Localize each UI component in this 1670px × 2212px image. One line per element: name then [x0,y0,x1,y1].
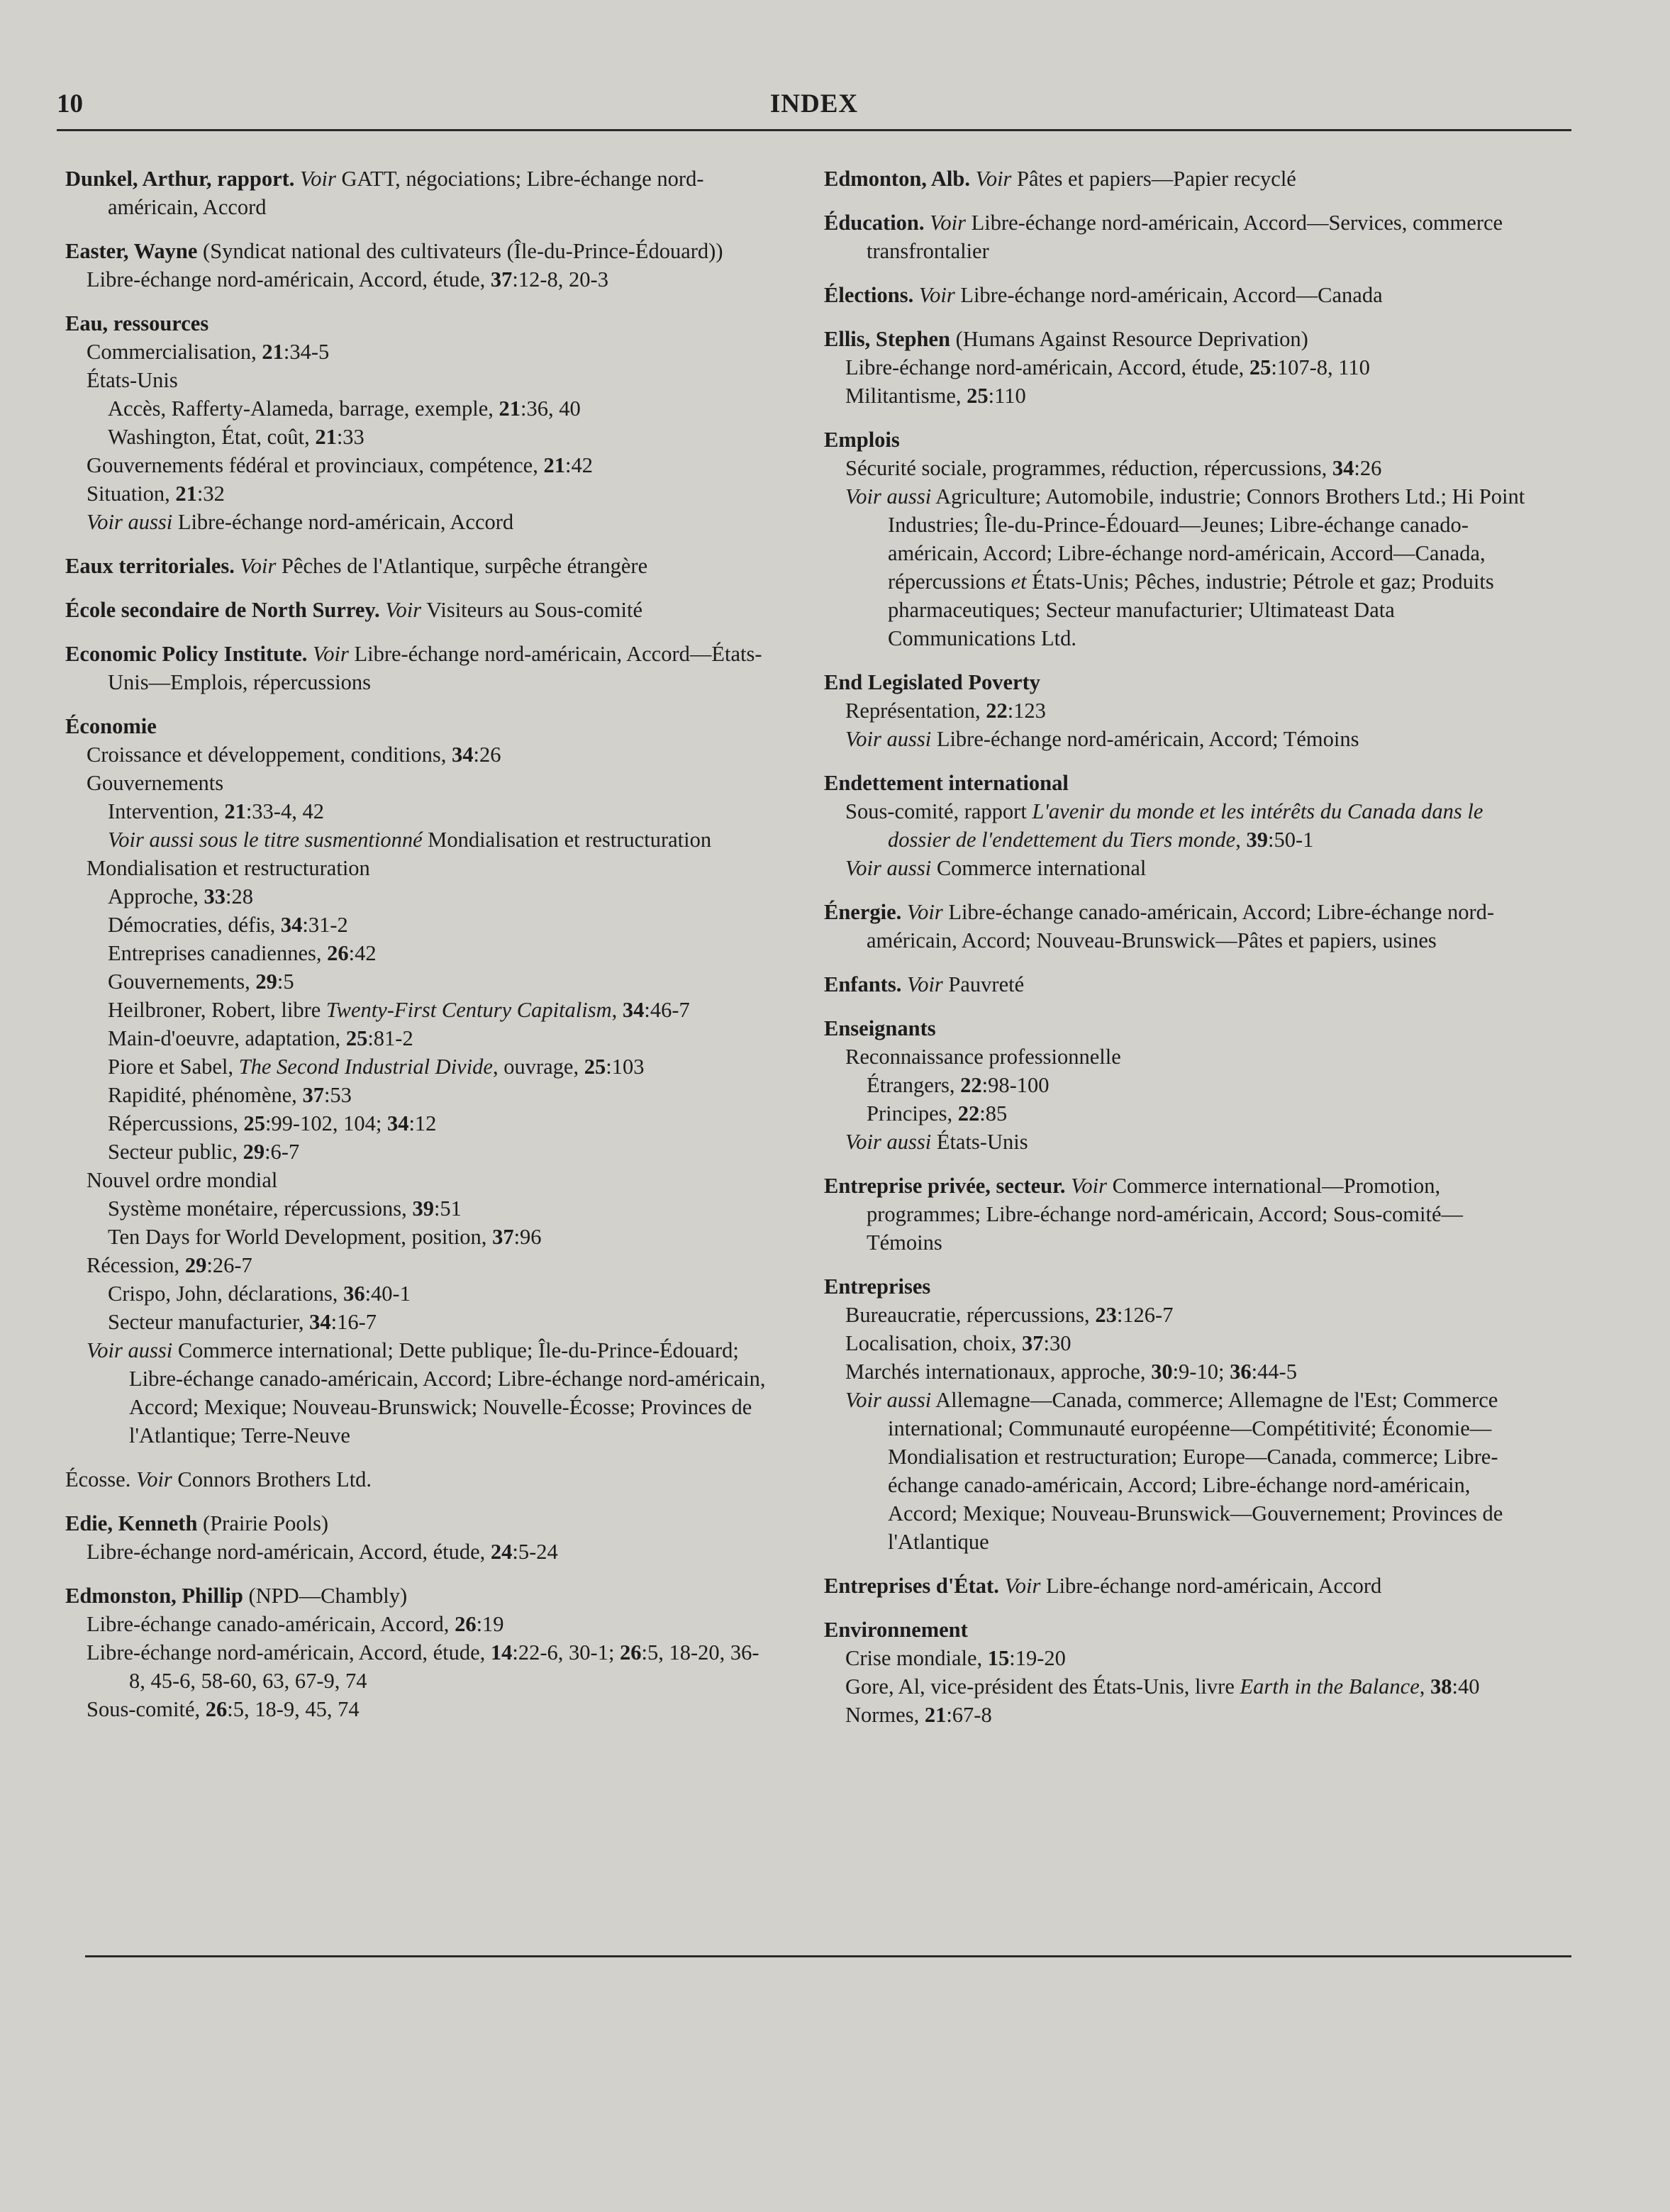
entry-heading: Écosse. [65,1467,131,1491]
entry-subline: Voir aussi Commerce international; Dette publique; Île-du-Prince-Édouard; Libre-échange canado-américain, Accord; Libre-échange nord-américain, Accord; Mexique; Nouveau-Brunswick; Nouvelle-Écosse; Provinces de l'Atlantique; Terre-Neuve [87,1338,766,1447]
entry-subline: Crise mondiale, 15:19-20 [845,1646,1066,1670]
entry-subline: Crispo, John, déclarations, 36:40-1 [108,1282,411,1306]
entry-subline: Démocraties, défis, 34:31-2 [108,913,348,937]
entry-subline: Normes, 21:67-8 [845,1703,992,1727]
see-reference-label: Voir [300,167,336,191]
entry-heading-line [824,1572,1533,1600]
index-entry [65,596,774,624]
entry-subline: Reconnaissance professionnelle [845,1045,1121,1069]
entry-subline: Situation, 21:32 [87,482,225,506]
entry-heading-line [824,426,1533,454]
entry-subline: Libre-échange nord-américain, Accord, étude, 14:22-6, 30-1; 26:5, 18-20, 36-8, 45-6, 58-60, 63, 67-9, 74 [87,1640,759,1693]
entry-heading-line [65,712,774,740]
index-entry [65,309,774,536]
see-reference: GATT, négociations; Libre-échange nord-américain, Accord [108,167,704,219]
entry-heading: École secondaire de North Surrey. [65,598,380,622]
entry-heading-line [824,898,1533,955]
entry-heading-line [824,1014,1533,1043]
entry-subline: Sécurité sociale, programmes, réduction, répercussions, 34:26 [845,456,1382,480]
see-reference: Pêches de l'Atlantique, surpêche étrangère [276,554,648,578]
entry-subline: Étrangers, 22:98-100 [867,1073,1050,1097]
entry-heading-line [824,1616,1533,1644]
entry-heading: End Legislated Poverty [824,670,1040,694]
index-entry [824,1572,1533,1600]
entry-subline: Piore et Sabel, The Second Industrial Divide, ouvrage, 25:103 [108,1055,645,1079]
see-reference-label: Voir [135,1467,172,1491]
entry-subline: Croissance et développement, conditions, 34:26 [87,743,501,767]
entry-subline: Voir aussi Allemagne—Canada, commerce; Allemagne de l'Est; Commerce international; Communauté européenne—Compétitivité; Économie—Mondialisation et restructuration; Europe—Canada, commerce; Libre-échange canado-américain, Accord; Libre-échange nord-américain, Accord; Mexique; Nouveau-Brunswick—Gouvernement; Provinces de l'Atlantique [845,1388,1503,1554]
page-title: INDEX [769,89,859,118]
entry-heading-line [824,325,1533,353]
entry-subline: Libre-échange canado-américain, Accord, 26:19 [87,1612,504,1636]
entry-heading-line [824,970,1533,999]
entry-heading: Eau, ressources [65,311,209,335]
entry-subline: Libre-échange nord-américain, Accord, étude, 37:12-8, 20-3 [87,267,608,291]
index-entry [824,668,1533,753]
entry-heading: Economic Policy Institute. [65,642,308,666]
entry-heading-line [65,309,774,338]
entry-subline: Commercialisation, 21:34-5 [87,340,330,364]
entry-heading-line [824,1172,1533,1257]
see-reference-label: Voir [1004,1574,1041,1598]
see-reference-label: Voir [906,900,943,924]
entry-subline: Accès, Rafferty-Alameda, barrage, exemple, 21:36, 40 [108,396,581,421]
entry-heading-line [824,668,1533,696]
entry-subline: Secteur public, 29:6-7 [108,1140,300,1164]
entry-heading: Enseignants [824,1016,936,1040]
see-reference: Commerce international—Promotion, programmes; Libre-échange nord-américain, Accord; Sous-comité—Témoins [867,1174,1463,1255]
entry-subline: Approche, 33:28 [108,884,253,908]
see-reference: Libre-échange canado-américain, Accord; Libre-échange nord-américain, Accord; Nouveau-Brunswick—Pâtes et papiers, usines [867,900,1495,952]
page-number: 10 [57,89,83,118]
entry-subline: Voir aussi Libre-échange nord-américain, Accord; Témoins [845,727,1359,751]
index-entry [824,1172,1533,1257]
entry-subline: Libre-échange nord-américain, Accord, étude, 25:107-8, 110 [845,355,1370,379]
left-column [65,165,774,1739]
entry-heading: Ellis, Stephen [824,327,950,351]
see-reference-label: Voir [975,167,1012,191]
entry-heading: Easter, Wayne [65,239,198,263]
entry-subline: Gouvernements [87,771,224,795]
entry-subline: Voir aussi Libre-échange nord-américain, Accord [87,510,514,534]
entry-subline: États-Unis [87,368,178,392]
entry-heading-line [65,1465,774,1494]
index-entry [65,237,774,294]
index-entry [65,712,774,1450]
index-entry [824,165,1533,193]
see-reference-label: Voir [313,642,349,666]
entry-heading-line [65,1582,774,1610]
see-reference: Pâtes et papiers—Papier recyclé [1011,167,1296,191]
index-entry [65,1509,774,1566]
entry-heading: Edie, Kenneth [65,1511,198,1535]
entry-heading-line [65,165,774,221]
entry-heading-line [65,596,774,624]
entry-subline: Marchés internationaux, approche, 30:9-10; 36:44-5 [845,1360,1297,1384]
see-reference: Pauvreté [942,972,1025,996]
entry-subline: Gore, Al, vice-président des États-Unis, livre Earth in the Balance, 38:40 [845,1674,1480,1699]
entry-subline: Bureaucratie, répercussions, 23:126-7 [845,1303,1174,1327]
index-entry [824,426,1533,652]
index-entry [824,1616,1533,1729]
entry-heading: Éducation. [824,211,925,235]
index-entry [824,209,1533,265]
see-reference-label: Voir [930,211,966,235]
index-entry [65,1582,774,1723]
entry-subline: Militantisme, 25:110 [845,384,1026,408]
entry-subline: Libre-échange nord-américain, Accord, étude, 24:5-24 [87,1540,558,1564]
see-reference-label: Voir [385,598,422,622]
entry-note: (Humans Against Resource Deprivation) [950,327,1308,351]
entry-subline: Heilbroner, Robert, libre Twenty-First Century Capitalism, 34:46-7 [108,998,690,1022]
entry-heading: Edmonston, Phillip [65,1584,243,1608]
entry-subline: Intervention, 21:33-4, 42 [108,799,324,823]
see-reference: Libre-échange nord-américain, Accord—Canada [954,283,1383,307]
entry-heading: Eaux territoriales. [65,554,235,578]
entry-heading-line [65,1509,774,1538]
index-entry [824,281,1533,309]
entry-heading: Edmonton, Alb. [824,167,970,191]
entry-subline: Représentation, 22:123 [845,699,1046,723]
entry-heading: Environnement [824,1618,968,1642]
entry-heading: Endettement international [824,771,1069,795]
see-reference-label: Voir [918,283,955,307]
entry-subline: Voir aussi Commerce international [845,856,1147,880]
entry-heading-line [824,209,1533,265]
page-header [57,89,1571,131]
entry-subline: Washington, État, coût, 21:33 [108,425,364,449]
entry-subline: Ten Days for World Development, position, 37:96 [108,1225,542,1249]
entry-heading-line [824,281,1533,309]
entry-subline: Entreprises canadiennes, 26:42 [108,941,377,965]
entry-subline: Rapidité, phénomène, 37:53 [108,1083,352,1107]
entry-heading-line [824,1272,1533,1301]
header-rule [57,129,1571,131]
see-reference-label: Voir [1071,1174,1107,1198]
entry-subline: Voir aussi sous le titre susmentionné Mondialisation et restructuration [108,828,712,852]
entry-subline: Mondialisation et restructuration [87,856,370,880]
right-column [824,165,1533,1745]
entry-subline: Système monétaire, répercussions, 39:51 [108,1196,462,1221]
entry-subline: Voir aussi États-Unis [845,1130,1028,1154]
entry-subline: Principes, 22:85 [867,1101,1008,1126]
entry-heading: Énergie. [824,900,902,924]
entry-note: (Syndicat national des cultivateurs (Île-du-Prince-Édouard)) [197,239,723,263]
index-entry [824,325,1533,410]
entry-subline: Répercussions, 25:99-102, 104; 34:12 [108,1111,437,1135]
entry-subline: Localisation, choix, 37:30 [845,1331,1071,1355]
index-entry [65,165,774,221]
index-entry [824,1272,1533,1556]
entry-heading: Dunkel, Arthur, rapport. [65,167,295,191]
entry-heading-line [824,769,1533,797]
index-entry [65,1465,774,1494]
index-entry [824,970,1533,999]
entry-heading-line [65,237,774,265]
entry-subline: Gouvernements fédéral et provinciaux, compétence, 21:42 [87,453,593,477]
entry-subline: Secteur manufacturier, 34:16-7 [108,1310,377,1334]
see-reference: Libre-échange nord-américain, Accord—Services, commerce transfrontalier [867,211,1503,263]
entry-subline: Récession, 29:26-7 [87,1253,252,1277]
see-reference: Libre-échange nord-américain, Accord—États-Unis—Emplois, répercussions [108,642,762,694]
entry-subline: Voir aussi Agriculture; Automobile, industrie; Connors Brothers Ltd.; Hi Point Industries; Île-du-Prince-Édouard—Jeunes; Libre-échange canado-américain, Accord; Libre-échange nord-américain, Accord—Canada, répercussions et États-Unis; Pêches, industrie; Pétrole et gaz; Produits pharmaceutiques; Secteur manufacturier; Ultimateast Data Communications Ltd. [845,484,1525,650]
index-entry [65,640,774,696]
entry-heading-line [824,165,1533,193]
entry-heading: Entreprises d'État. [824,1574,999,1598]
see-reference: Connors Brothers Ltd. [172,1467,372,1491]
entry-heading: Économie [65,714,157,738]
index-entry [824,769,1533,882]
see-reference-label: Voir [906,972,943,996]
entry-subline: Sous-comité, 26:5, 18-9, 45, 74 [87,1697,360,1721]
entry-heading-line [65,552,774,580]
entry-subline: Sous-comité, rapport L'avenir du monde et les intérêts du Canada dans le dossier de l'endettement du Tiers monde, 39:50-1 [845,799,1483,852]
footer-rule [85,1955,1571,1957]
index-entry [824,898,1533,955]
see-reference: Libre-échange nord-américain, Accord [1040,1574,1382,1598]
entry-subline: Main-d'oeuvre, adaptation, 25:81-2 [108,1026,413,1050]
entry-subline: Nouvel ordre mondial [87,1168,278,1192]
entry-heading: Élections. [824,283,914,307]
see-reference-label: Voir [240,554,277,578]
entry-subline: Gouvernements, 29:5 [108,969,294,994]
entry-note: (NPD—Chambly) [243,1584,408,1608]
entry-heading: Emplois [824,428,900,452]
entry-heading: Enfants. [824,972,902,996]
index-entry [824,1014,1533,1156]
entry-heading: Entreprises [824,1274,931,1299]
entry-heading-line [65,640,774,696]
entry-note: (Prairie Pools) [197,1511,329,1535]
see-reference: Visiteurs au Sous-comité [421,598,642,622]
entry-heading: Entreprise privée, secteur. [824,1174,1066,1198]
index-entry [65,552,774,580]
